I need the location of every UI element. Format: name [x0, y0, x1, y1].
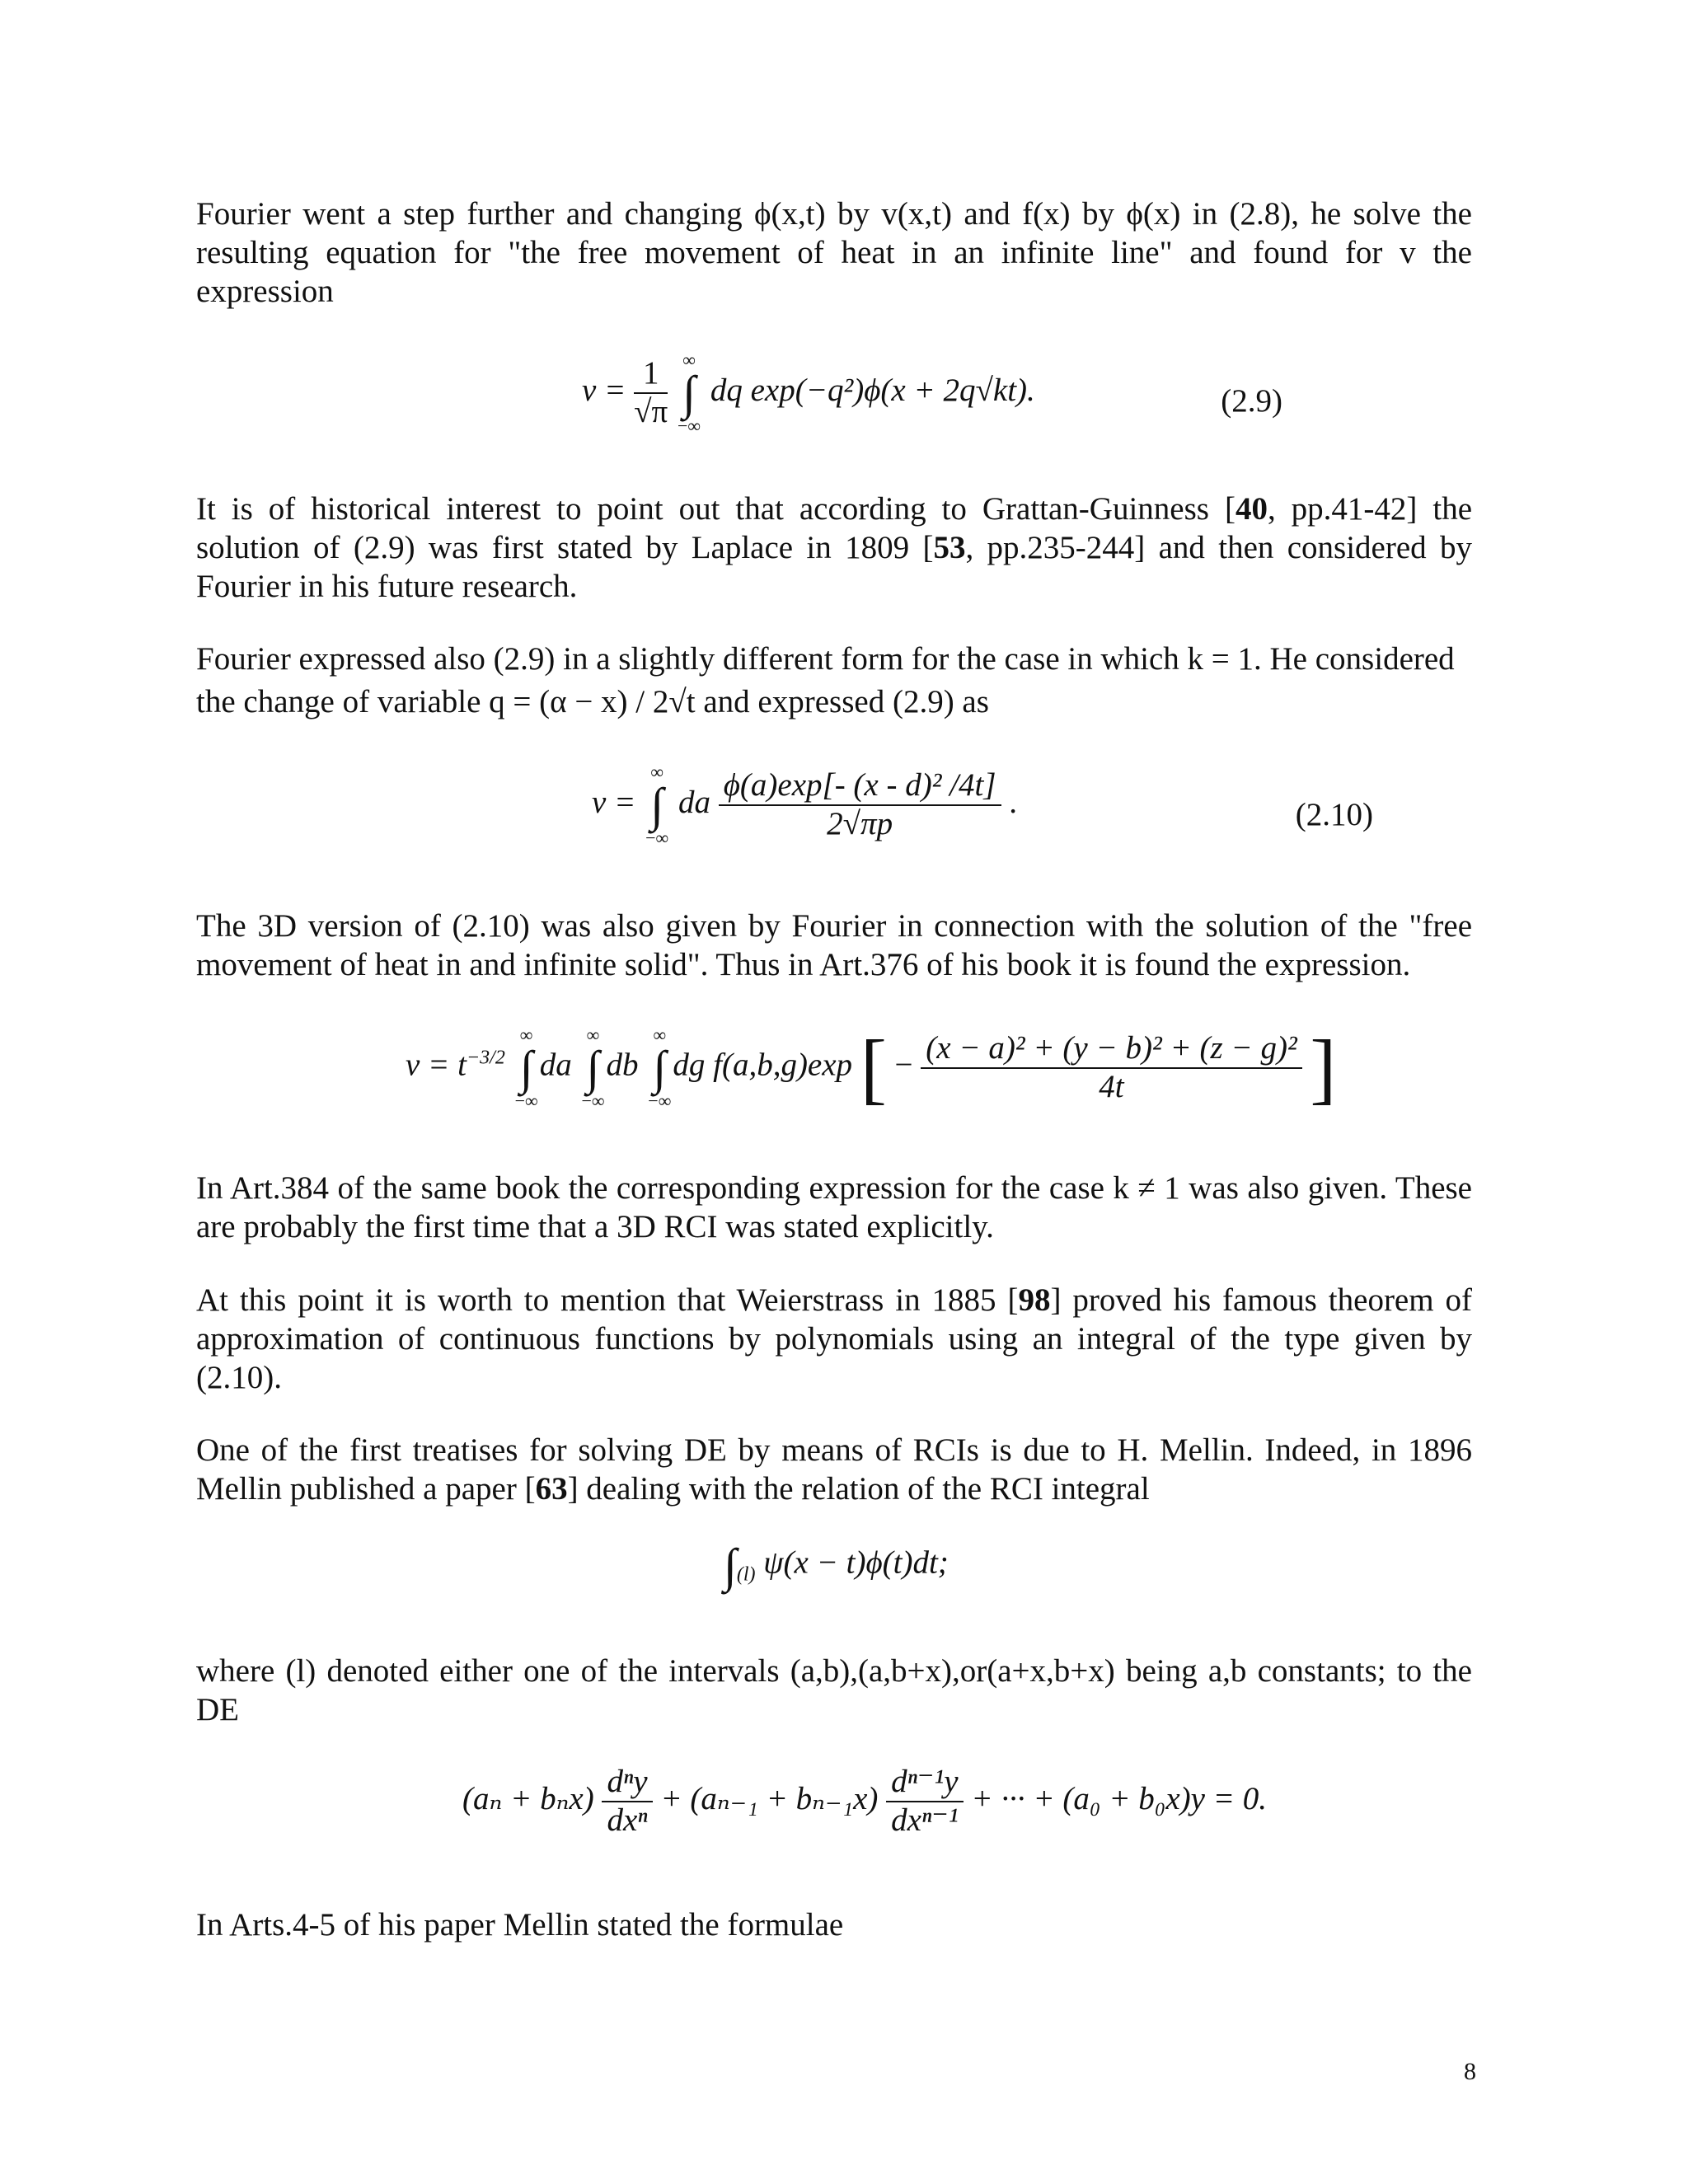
eq210-numerator: ϕ(a)exp[- (x - d)² /4t]: [719, 767, 1001, 806]
p2-text-c: , pp.235-244] and then considered by Fourier in his future research.: [196, 530, 1472, 604]
ref-40[interactable]: 40: [1235, 491, 1268, 527]
eq210-da: da: [678, 784, 710, 820]
eq210-denominator: 2√πp: [827, 806, 893, 841]
p7-text-b: ] dealing with the relation of the RCI integral: [567, 1471, 1150, 1507]
eq-de-fraction-1: [602, 1764, 652, 1840]
eq210-label: (2.10): [1295, 797, 1373, 832]
eq3d-integral-1: [515, 1026, 538, 1110]
minus-sign: −: [894, 1047, 913, 1083]
eq3d-denominator: 4t: [1099, 1068, 1124, 1104]
eq3d-upper-3: ∞: [653, 1024, 667, 1045]
paragraph-2: [196, 490, 1472, 606]
paragraph-7: [196, 1431, 1472, 1508]
paragraph-9: In Arts.4-5 of his paper Mellin stated the formulae: [196, 1907, 844, 1943]
eq-de-term-a: (aₙ + bₙx): [462, 1780, 594, 1816]
eq3d-lower-3: −∞: [648, 1090, 672, 1111]
eq210-tail: .: [1009, 784, 1017, 820]
paragraph-5: In Art.384 of the same book the corresponding expression for the case k ≠ 1 was also given. These are probably the first time that a 3D RCI was stated explicitly.: [196, 1170, 1472, 1244]
eq29-fraction: [634, 355, 668, 431]
eq3d-upper-2: ∞: [586, 1024, 600, 1045]
ref-53[interactable]: 53: [933, 530, 966, 565]
eq3d-da: da: [539, 1047, 572, 1083]
equation-2-10: [592, 763, 1017, 847]
eq-rci-subscript: (l): [736, 1563, 756, 1586]
eq3d-lhs: v = t: [406, 1047, 467, 1083]
eq210-lower-limit: −∞: [645, 827, 669, 848]
p6-text-b: ] proved his famous theorem of approximation of continuous functions by polynomials using an integral of the type given by (2.10).: [196, 1282, 1472, 1395]
integral-sign-icon: ∫: [519, 1040, 533, 1094]
integral-sign-icon: ∫: [682, 366, 696, 419]
eq3d-exponent: −3/2: [466, 1047, 505, 1069]
eq-de-f1-den: dxⁿ: [607, 1802, 648, 1838]
paragraph-3a: Fourier expressed also (2.9) in a slightly different form for the case in which k = 1. He considered: [196, 641, 1455, 677]
eq-de-f1-num: dⁿy: [602, 1764, 652, 1802]
eq29-integral: [678, 351, 701, 435]
eq-rci-body: ψ(x − t)ϕ(t)dt;: [763, 1544, 949, 1581]
eq3d-lower-1: −∞: [514, 1090, 538, 1111]
eq3d-upper-1: ∞: [519, 1024, 533, 1045]
eq3d-integrand: dg f(a,b,g)exp: [673, 1047, 853, 1083]
eq29-numerator: 1: [634, 355, 668, 394]
paragraph-6: [196, 1281, 1472, 1397]
equation-2-9: [582, 351, 1035, 435]
integral-sign-icon: ∫: [586, 1040, 600, 1094]
eq29-denominator: √π: [634, 394, 668, 429]
eq29-label: (2.9): [1221, 383, 1282, 419]
right-bracket-icon: ]: [1310, 1024, 1337, 1112]
ref-98[interactable]: 98: [1018, 1282, 1051, 1318]
p6-text-a: At this point it is worth to mention that Weierstrass in 1885 [: [196, 1282, 1019, 1318]
eq-de-f2-den: dxⁿ⁻¹: [891, 1802, 959, 1838]
integral-sign-icon: ∫: [724, 1539, 737, 1592]
eq29-lhs: v =: [582, 372, 626, 408]
p2-text-b: , pp.41-42] the solution of (2.9) was first stated by Laplace in 1809 [: [196, 491, 1473, 565]
eq29-upper-limit: ∞: [682, 349, 696, 370]
eq3d-integral-3: [648, 1026, 671, 1110]
eq-de-f2-num: dⁿ⁻¹y: [886, 1764, 963, 1802]
eq210-integral: [645, 763, 668, 847]
eq3d-db: db: [606, 1047, 639, 1083]
integral-sign-icon: ∫: [650, 778, 664, 832]
paragraph-8: where (l) denoted either one of the intervals (a,b),(a,b+x),or(a+x,b+x) being a,b constants; to the DE: [196, 1653, 1472, 1727]
equation-3d: [406, 1022, 1336, 1113]
eq-de-term-b: + (aₙ₋₁ + bₙ₋₁x): [660, 1780, 879, 1816]
ref-63[interactable]: 63: [535, 1471, 568, 1507]
eq3d-integral-2: [581, 1026, 604, 1110]
paragraph-3b: the change of variable q = (α − x) / 2√t and expressed (2.9) as: [196, 684, 989, 719]
eq3d-numerator: (x − a)² + (y − b)² + (z − g)²: [921, 1030, 1301, 1069]
eq-de-fraction-2: [886, 1764, 963, 1840]
eq210-lhs: v =: [592, 784, 636, 820]
left-bracket-icon: [: [860, 1024, 887, 1112]
eq3d-lower-2: −∞: [581, 1090, 605, 1111]
eq29-lower-limit: −∞: [678, 415, 701, 436]
page-number: 8: [1464, 2058, 1476, 2085]
paragraph-1: Fourier went a step further and changing ϕ(x,t) by v(x,t) and f(x) by ϕ(x) in (2.8), he solve the resulting equation for "the free movement of heat in an infinite line" and found for v the expression: [196, 196, 1472, 309]
equation-de: [462, 1764, 1267, 1840]
equation-rci: [724, 1538, 949, 1593]
eq3d-fraction: [921, 1030, 1301, 1106]
p7-text-a: One of the first treatises for solving DE by means of RCIs is due to H. Mellin. Indeed, in 1896 Mellin published a paper [: [196, 1432, 1472, 1507]
eq-de-term-c: + ··· + (a₀ + b₀x)y = 0.: [971, 1780, 1267, 1816]
paragraph-4: The 3D version of (2.10) was also given by Fourier in connection with the solution of the "free movement of heat in and infinite solid". Thus in Art.376 of his book it is found the expression.: [196, 908, 1472, 982]
integral-sign-icon: ∫: [653, 1040, 667, 1094]
p2-text-a: It is of historical interest to point out that according to Grattan-Guinness [: [196, 491, 1236, 527]
eq210-upper-limit: ∞: [650, 762, 664, 782]
eq210-fraction: [719, 767, 1001, 843]
eq29-body: dq exp(−q²)ϕ(x + 2q√kt).: [710, 372, 1035, 408]
